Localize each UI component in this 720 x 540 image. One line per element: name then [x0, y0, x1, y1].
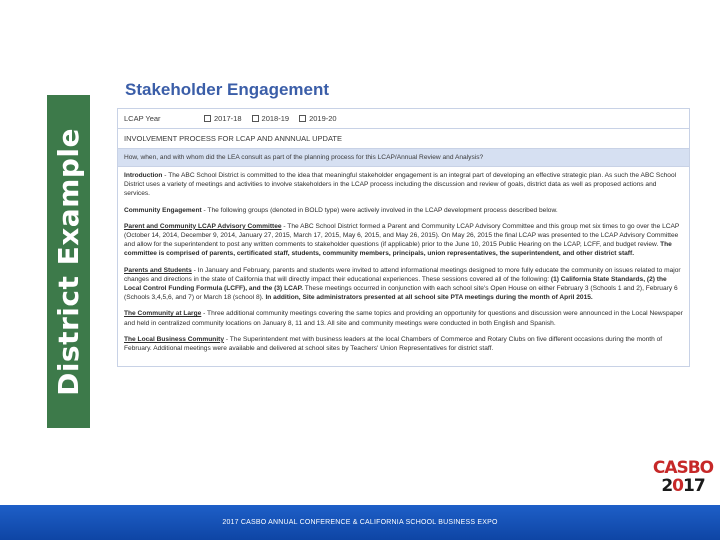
content-area — [117, 78, 690, 353]
parents-heading: Parents and Students — [124, 266, 192, 274]
side-banner — [47, 95, 90, 428]
year-option-2[interactable]: 2018-19 — [252, 114, 290, 123]
checkbox-icon[interactable] — [299, 115, 306, 122]
casbo-logo: CASBO 2017 — [652, 458, 714, 496]
checkbox-icon[interactable] — [204, 115, 211, 122]
footer-bar — [0, 505, 720, 540]
page-title: Stakeholder Engagement — [125, 80, 330, 99]
business-heading: The Local Business Community — [124, 335, 225, 343]
intro-paragraph: Introduction - The ABC School District is committed to the idea that meaningful stakeholder engagement is an integral part of developing an effective strategic plan. As such the ABC School District uses a variety of meetings and activities to involve stakeholders in the LCAP process including the discussion and review of goals, district data as well as proposed actions and services. — [124, 172, 677, 198]
question-row: How, when, and with whom did the LEA consult as part of the planning process for this LCAP/Annual Review and Analysis? — [118, 149, 689, 167]
large-paragraph: The Community at Large - Three additional community meetings covering the same topics and providing an opportunity for questions and discussion were announced in the Local Newspaper and held in centralized community locations on January 8, 11 and 13. All site and community meetings were conducted in both English and Spanish. — [124, 310, 683, 327]
parents-paragraph: Parents and Students - In January and February, parents and students were invited to attend informational meetings designed to more fully educate the community on issues related to major changes and directions in the state of California that will directly impact their educational experiences. These sessions covered all of the following: (1) California State Standards, (2) the Local Control Funding Formula (LCFF), and the (3) LCAP. These meetings occurred in conjunction with each school site's Open House on either February 3 (Schools 1 and 2), February 6 (Schools 3,4,5,6, and 7) or March 18 (school 8). In addition, Site administrators presented at all school site PTA meetings during the month of April 2015. — [124, 266, 681, 302]
checkbox-icon[interactable] — [252, 115, 259, 122]
year-option-3[interactable]: 2019-20 — [299, 114, 337, 123]
side-title: District Example — [52, 127, 85, 396]
intro-heading: Introduction — [124, 172, 163, 179]
business-paragraph: The Local Business Community - The Superintendent met with business leaders at the local Chambers of Commerce and Rotary Clubs on five different occasions during the month of February. Additional meetings were available and delivered at school sites by Teachers' Union Representatives for district staff. — [124, 335, 663, 353]
response-body — [118, 167, 689, 366]
community-heading: Community Engagement — [124, 206, 202, 214]
lcap-year-row — [118, 109, 689, 129]
lcap-year-label: LCAP Year — [124, 114, 161, 123]
year-option-1[interactable]: 2017-18 — [204, 114, 242, 123]
large-heading: The Community at Large — [124, 310, 202, 318]
section-title: INVOLVEMENT PROCESS FOR LCAP AND ANNNUAL UPDATE — [118, 129, 689, 149]
lcap-form — [117, 108, 690, 367]
community-paragraph: Community Engagement - The following groups (denoted in BOLD type) were actively involved in the LCAP development process described below. — [124, 206, 558, 214]
pac-paragraph: Parent and Community LCAP Advisory Committee - The ABC School District formed a Parent and Community LCAP Advisory Committee and this group met six times to go over the LCAP (October 14, 2014, December 9, 2014, January 27, 2015, March 17, 2015, May 6, 2015, and May 26, 2015). On May 26, 2015 the final LCAP was presented to the LCAP Advisory Committee and allow for the superintendent to post any written comments to stakeholder questions (if applicable) prior to the June 10, 2015 Public Hearing on the LCAP, LCFF, and budget review. The committee is comprised of parents, certificated staff, students, community members, principals, union representatives, the superintendent, and other district staff. — [124, 222, 680, 258]
pac-heading: Parent and Community LCAP Advisory Committee — [124, 222, 282, 230]
footer-text: 2017 CASBO ANNUAL CONFERENCE & CALIFORNIA SCHOOL BUSINESS EXPO — [222, 519, 498, 526]
